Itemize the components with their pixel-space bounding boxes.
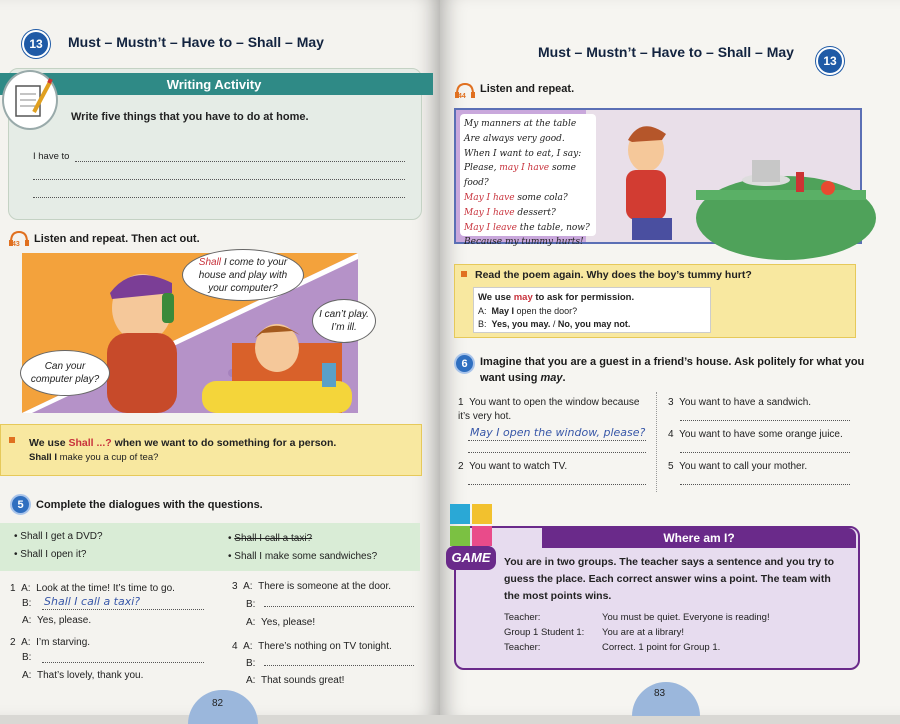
notepad-icon [2,70,58,130]
speech-bubble-computer [20,350,110,396]
poem-highlight: May I leave [464,222,517,233]
may-rule [478,292,634,303]
example-keyword: Shall I [29,452,57,463]
exercise-5-badge: 5 [10,494,31,515]
poem-fragment: When I want to eat, I say: [464,148,582,159]
writing-line[interactable] [33,179,405,180]
exercise-6-instruction: Imagine that you are a guest in a friend’s house. Ask politely for what you [480,356,865,368]
speech-bubble-ill [312,299,376,343]
poem-highlight: May I have [464,192,515,203]
may-example-b [478,319,630,329]
exercise-6-instruction-2 [480,372,566,384]
poem-text [460,114,596,248]
example-text: / [550,319,558,329]
rule-text: to ask for permission. [532,292,635,303]
option-item: • Shall I make some sandwiches? [228,551,378,562]
speech-text: Can your computer play? [30,361,100,385]
unit-number-badge: 13 [22,30,50,58]
exercise-6-item-4 [668,428,843,442]
item-text: You want to have a sandwich. [679,397,812,408]
speaker-label: B: [22,652,32,663]
puzzle-game-icon [444,500,498,578]
dialogue-1 [10,582,175,596]
unit-title: Must – Mustn’t – Have to – Shall – May [538,44,794,60]
exercise-6-item-2 [458,460,567,474]
page-number: 83 [654,688,666,699]
speaker-label: A: [22,670,32,681]
instruction-keyword: may [540,372,563,384]
dialogue-line: You are at a library! [602,627,685,638]
poem-question: Read the poem again. Why does the boy’s tummy hurt? [475,269,752,281]
unit-title: Must – Mustn’t – Have to – Shall – May [68,34,324,50]
may-rule-card [473,287,711,333]
game-text: You are in two groups. The teacher says a sentence and you try to guess the place. Each correct answer wins a point. The team with the most points wins. [504,556,835,602]
writing-line[interactable] [75,161,405,162]
handwritten-answer: May I open the window, please? [470,426,646,439]
option-text: Shall I call a taxi? [234,533,313,544]
item-number: 1 [458,397,464,408]
listen-instruction: Listen and repeat. Then act out. [34,233,200,245]
option-text: Shall I get a DVD? [20,531,103,542]
dialogue-line: I’m starving. [36,637,91,648]
track-number: 43 [12,241,20,248]
bullet-square [9,437,15,443]
answer-line[interactable] [468,452,646,453]
poem-line [464,206,592,221]
item-text: You want to open the window because it’s very hot. [458,397,640,422]
exercise-6-badge: 6 [454,353,475,374]
dialogue-1-b [22,597,31,611]
dialogue-line: That’s lovely, thank you. [37,670,144,681]
speaker-label: A: [22,615,32,626]
poem-fragment: Are always very good. [464,133,565,144]
unit-number-badge: 13 [816,47,844,75]
item-text: You want to call your mother. [679,461,808,472]
writing-activity-banner: Writing Activity [0,73,433,95]
dialogue-4-a2 [246,674,344,688]
item-text: You want to have some orange juice. [679,429,843,440]
item-number: 2 [458,461,464,472]
rule-text: We use [29,437,69,449]
question-options-box [0,523,420,571]
instruction-text: . [562,372,566,384]
game-dialogue-line [504,625,770,640]
writing-instruction: Write five things that you have to do at home. [71,111,309,123]
poem-fragment: Please, [464,163,500,174]
listen-instruction: Listen and repeat. [480,83,575,95]
writing-line[interactable] [33,197,405,198]
poem-fragment: the table, now? [516,222,590,233]
writing-activity-box [8,68,422,220]
option-text: Shall I open it? [20,549,87,560]
left-page [0,0,440,715]
option-item: • Shall I open it? [14,549,87,560]
handwritten-answer: Shall I call a taxi? [44,595,141,608]
option-text: Shall I make some sandwiches? [234,551,378,562]
right-page [440,0,900,715]
poem-illustration [454,108,862,248]
track-number: 44 [458,93,466,100]
bullet-square [461,271,467,277]
item-number: 4 [668,429,674,440]
dialogue-2-a2 [22,669,143,683]
poem-line [464,117,592,132]
poem-fragment: My manners at the table [464,119,577,129]
speaker-label: Teacher: [504,642,541,653]
example-keyword: Yes, you may. [491,319,551,329]
example-keyword: No, you may not. [557,319,631,329]
answer-line[interactable] [680,484,850,485]
poem-line [464,147,592,162]
dialogue-line: You must be quiet. Everyone is reading! [602,612,770,623]
item-text: You want to watch TV. [469,461,568,472]
item-number: 3 [668,397,674,408]
page-number: 82 [212,698,224,709]
dialogue-line: Yes, please! [261,617,316,628]
example-text: open the door? [514,306,578,316]
game-title: Where am I? [542,528,856,548]
option-item: • Shall I get a DVD? [14,531,103,542]
poem-line [464,221,592,236]
poem-line [464,235,592,250]
dialogue-number: 3 [232,581,238,592]
exercise-6-item-5 [668,460,807,474]
speaker-label: A: [246,617,256,628]
speech-bubble-shall [182,249,304,301]
exercise-6-item-3 [668,396,811,410]
poem-highlight: May I have [464,207,515,218]
answer-line[interactable] [680,420,850,421]
answer-line[interactable] [468,440,646,441]
answer-line[interactable] [42,662,204,663]
poem-fragment: dessert? [514,207,556,218]
rule-keyword: may [513,292,533,303]
dialogue-number: 2 [10,637,16,648]
dialogue-line: Look at the time! It’s time to go. [36,583,175,594]
speaker-label: B: [478,319,487,329]
dialogue-number: 4 [232,641,238,652]
may-example-a [478,306,577,316]
shall-example [29,452,158,463]
speech-keyword: Shall [198,256,222,268]
answer-line[interactable] [264,606,414,607]
poem-fragment: some food? [464,163,576,189]
speaker-label: A: [246,675,256,686]
poem-line [464,161,592,191]
shall-rule-box [0,424,422,476]
dialogue-4-b [246,657,255,671]
poem-line [464,191,592,206]
dialogue-line: There’s nothing on TV tonight. [258,641,392,652]
game-dialogue [504,610,770,655]
game-badge-text: GAME [451,550,491,565]
poem-fragment: some cola? [514,192,568,203]
poem-fragment: Because my tummy hurts! [464,237,584,248]
speaker-label: A: [478,306,487,316]
game-dialogue-line [504,610,770,625]
option-item: • Shall I call a taxi? [228,533,313,544]
exercise-5-instruction: Complete the dialogues with the questions. [36,499,263,511]
poem-highlight: may I have [499,163,550,174]
speaker-label: A: [243,641,253,652]
game-box [454,526,860,670]
speaker-label: Group 1 Student 1: [504,627,585,638]
dialogue-2 [10,636,90,650]
speaker-label: B: [246,658,256,669]
example-text: make you a cup of tea? [56,452,159,463]
dialogue-2-b [22,651,31,665]
game-dialogue-line [504,640,770,655]
rule-keyword: Shall ...? [68,437,112,449]
speaker-label: A: [21,583,31,594]
dialogue-line: There is someone at the door. [258,581,391,592]
speaker-label: B: [22,598,32,609]
dialogue-3 [232,580,391,594]
answer-line[interactable] [468,484,646,485]
dialogue-4 [232,640,392,654]
answer-line[interactable] [264,665,414,666]
shall-rule [29,437,336,449]
dialogue-1-a2 [22,614,91,628]
answer-line[interactable] [680,452,850,453]
column-divider [656,392,657,492]
item-number: 5 [668,461,674,472]
rule-text: when we want to do something for a person. [111,437,337,449]
speech-text: I come to your house and play with your computer? [198,256,288,294]
dialogue-line: Correct. 1 point for Group 1. [602,642,721,653]
writing-line-start: I have to [33,151,70,162]
exercise-6-item-1 [458,396,648,424]
dialogue-3-b [246,598,255,612]
speaker-label: A: [243,581,253,592]
rule-text: We use [478,292,514,303]
speaker-label: B: [246,599,256,610]
dialogue-3-a2 [246,616,315,630]
page-number-tab [632,682,700,716]
instruction-text: want using [480,372,541,384]
dialogue-line: That sounds great! [261,675,345,686]
dialogue-line: Yes, please. [37,615,92,626]
dialogue-number: 1 [10,583,16,594]
speech-text: I can’t play. I’m ill. [319,309,369,333]
answer-line[interactable] [42,609,204,610]
may-rule-box [454,264,856,338]
speaker-label: A: [21,637,31,648]
speaker-label: Teacher: [504,612,541,623]
example-keyword: May I [491,306,515,316]
poem-line [464,132,592,147]
